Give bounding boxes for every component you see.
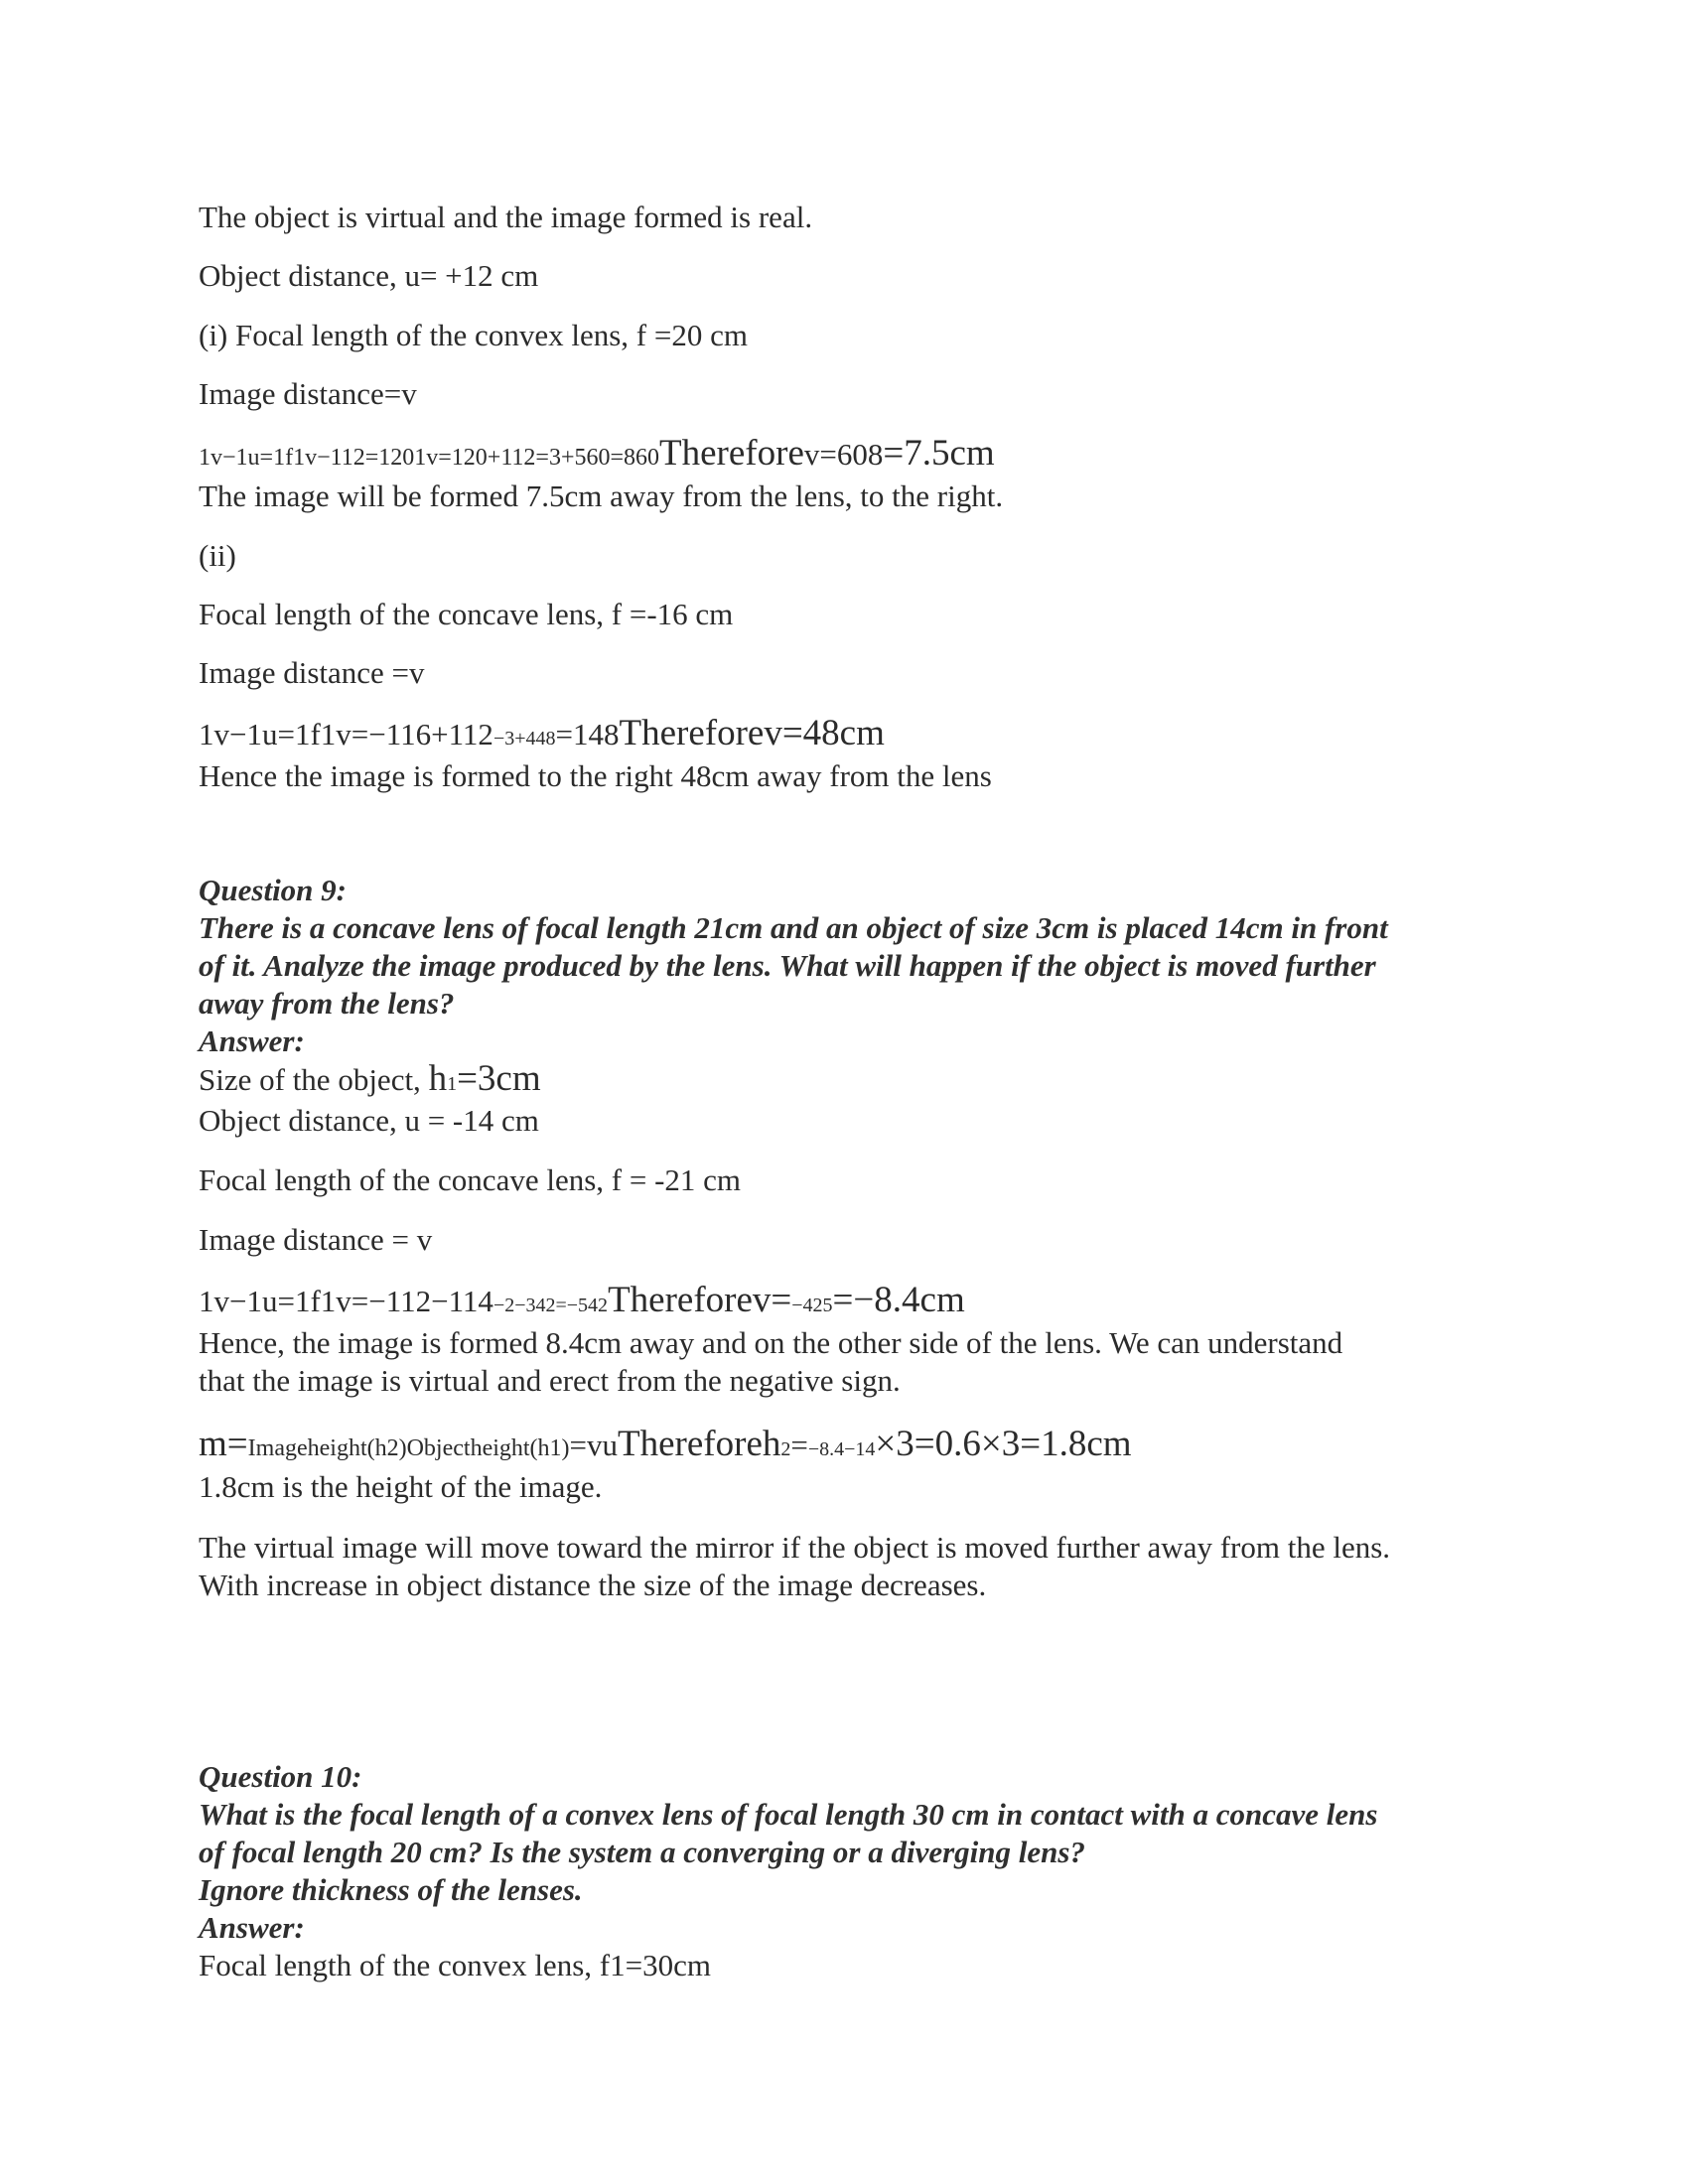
- question-9-text: There is a concave lens of focal length 21cm and an object of size 3cm is placed 14cm in front: [199, 910, 1388, 945]
- convex-focal-line: Focal length of the convex lens, f1=30cm: [199, 1948, 711, 1982]
- question-10-text: Ignore thickness of the lenses.: [199, 1872, 583, 1907]
- equation-part: =: [790, 1428, 808, 1462]
- conclusion-line: Hence, the image is formed 8.4cm away and on the other side of the lens. We can understand: [199, 1325, 1343, 1360]
- magnification-equation: [199, 1426, 1132, 1468]
- answer-label: Answer:: [199, 1024, 305, 1058]
- conclusion-line: Hence the image is formed to the right 48cm away from the lens: [199, 758, 992, 793]
- equation-part: 2: [780, 1438, 791, 1460]
- object-distance-line: Object distance, u= +12 cm: [199, 258, 539, 293]
- equation-part: Imageheight(h2)Objectheight(h1): [247, 1435, 570, 1461]
- equation-part: −8.4−14: [807, 1438, 876, 1460]
- equation-part: −3+448: [492, 728, 556, 750]
- equation-part: −425: [791, 1295, 833, 1316]
- equation-part: ×3=0.6×3=1.8cm: [875, 1424, 1132, 1464]
- equation-part: 1v−1u=1f1v=−116+112: [199, 717, 493, 751]
- equation-part: m=: [199, 1424, 248, 1464]
- text-part: Size of the object,: [199, 1062, 429, 1097]
- height-result-line: 1.8cm is the height of the image.: [199, 1469, 603, 1504]
- question-9-text: away from the lens?: [199, 986, 455, 1021]
- equation-part: 1v−1u=1f1v−112=1201v=120+112=3+560=860: [199, 445, 660, 471]
- conclusion-line: that the image is virtual and erect from the negative sign.: [199, 1363, 901, 1398]
- equation-part: Thereforev=: [608, 1280, 792, 1320]
- equation-part: Thereforev=48cm: [619, 713, 885, 753]
- lens-equation-3: [199, 1282, 965, 1324]
- equation-part: −2−342=−542: [492, 1295, 609, 1316]
- part-ii-label: (ii): [199, 538, 236, 573]
- image-distance-line: Image distance =v: [199, 655, 425, 690]
- convex-focal-line: (i) Focal length of the convex lens, f =20 cm: [199, 318, 748, 352]
- text-part: =3cm: [457, 1058, 541, 1099]
- equation-part: =148: [555, 717, 620, 751]
- text-part: 1: [447, 1073, 458, 1095]
- lens-equation-1: [199, 435, 995, 477]
- equation-part: =7.5cm: [883, 433, 995, 474]
- text-part: h: [428, 1058, 448, 1099]
- equation-part: Thereforeh: [618, 1424, 781, 1464]
- concave-focal-line: Focal length of the concave lens, f = -21 cm: [199, 1162, 742, 1197]
- answer-label: Answer:: [199, 1910, 305, 1945]
- image-distance-line: Image distance=v: [199, 376, 417, 411]
- final-explanation-line: The virtual image will move toward the mirror if the object is moved further away from the lens.: [199, 1530, 1391, 1565]
- question-10-heading: Question 10:: [199, 1759, 362, 1794]
- conclusion-line: The image will be formed 7.5cm away from the lens, to the right.: [199, 478, 1004, 513]
- question-9-text: of it. Analyze the image produced by the lens. What will happen if the object is moved further: [199, 948, 1376, 983]
- question-9-heading: Question 9:: [199, 873, 347, 907]
- equation-part: =−8.4cm: [832, 1280, 965, 1320]
- final-explanation-line: With increase in object distance the size of the image decreases.: [199, 1568, 987, 1602]
- equation-part: v=608: [803, 437, 884, 472]
- question-10-text: of focal length 20 cm? Is the system a converging or a diverging lens?: [199, 1835, 1085, 1869]
- intro-text: The object is virtual and the image formed is real.: [199, 200, 813, 234]
- equation-part: 1v−1u=1f1v=−112−114: [199, 1284, 493, 1318]
- object-distance-line: Object distance, u = -14 cm: [199, 1103, 539, 1138]
- lens-equation-2: [199, 715, 885, 757]
- concave-focal-line: Focal length of the concave lens, f =-16 cm: [199, 597, 734, 631]
- image-distance-line: Image distance = v: [199, 1222, 433, 1257]
- equation-part: Therefore: [659, 433, 804, 474]
- object-size-line: [199, 1060, 541, 1103]
- equation-part: =vu: [569, 1428, 619, 1462]
- question-10-text: What is the focal length of a convex lens of focal length 30 cm in contact with a concave lens: [199, 1797, 1378, 1832]
